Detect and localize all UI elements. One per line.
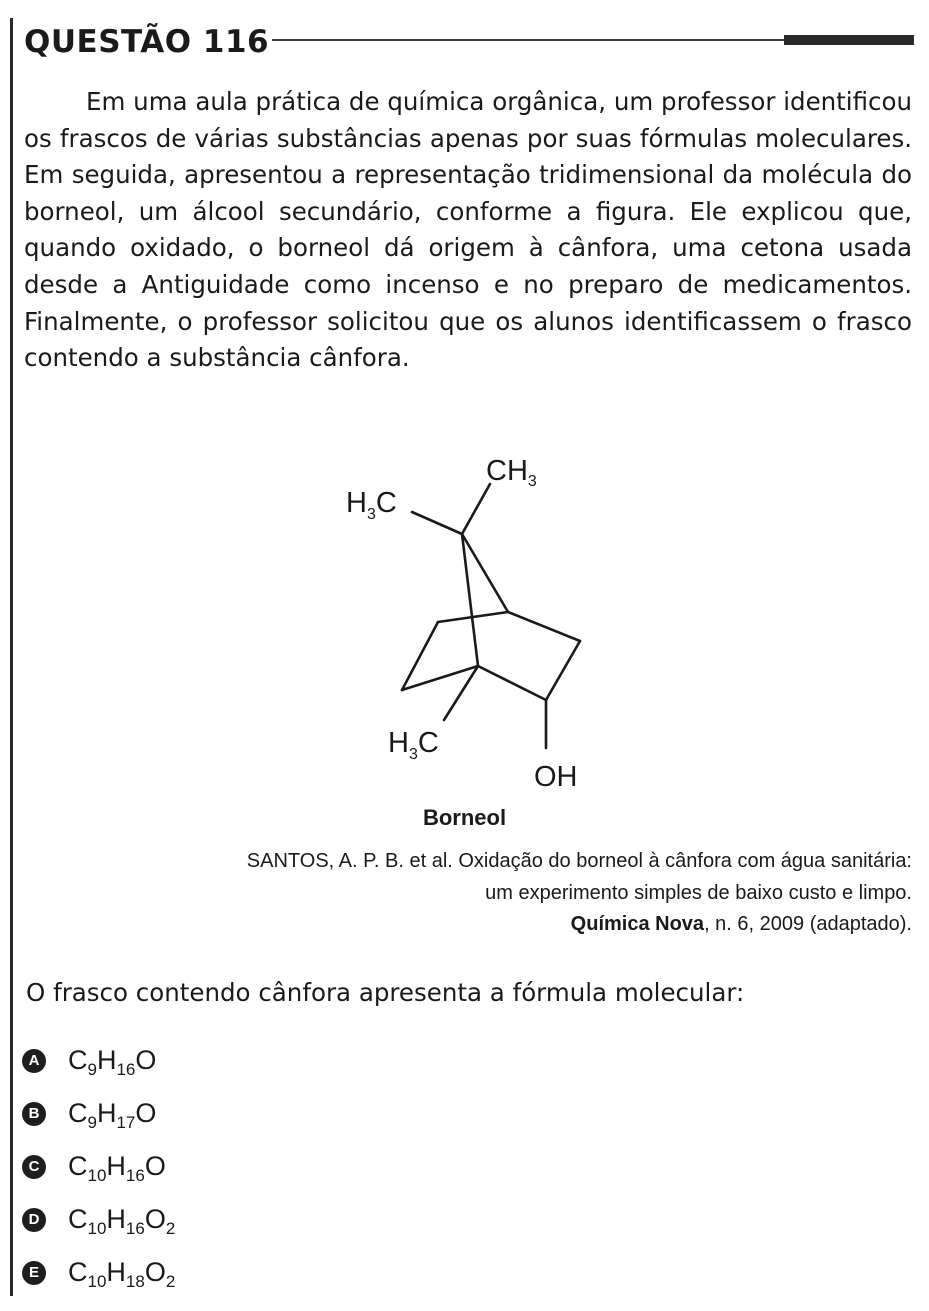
question-statement bbox=[24, 84, 912, 377]
figure-caption: Borneol bbox=[422, 805, 507, 830]
answer-options bbox=[22, 1034, 322, 1299]
bond-c7-ch3-right bbox=[462, 484, 490, 534]
option-letter-badge: E bbox=[22, 1261, 46, 1285]
option-formula: $C_{10}H_{16}O_2$ bbox=[68, 1204, 176, 1238]
label-h3c-bottom: $H_3C$ bbox=[388, 727, 439, 763]
option-formula: $C_{10}H_{16}O$ bbox=[68, 1151, 166, 1185]
bond-c7-c1 bbox=[462, 534, 478, 666]
statement-text: Em uma aula prática de química orgânica, um professor identificou os frascos de várias substâncias apenas por suas fórmulas moleculares. Em seguida, apresentou a representação tridimensional da molécula do borneol, um álcool secundário, conforme a figura. Ele explicou que, quando oxidado, o borneol dá origem à cânfora, uma cetona usada desde a Antiguidade como incenso e no preparo de medicamentos. Finalmente, o professor solicitou que os alunos identificassem o frasco contendo a substância cânfora. bbox=[24, 87, 912, 373]
option-formula: $C_9H_{17}O$ bbox=[68, 1098, 157, 1132]
citation-journal: Química Nova bbox=[570, 913, 705, 935]
citation-line-3 bbox=[40, 909, 912, 941]
bond-c2-c1 bbox=[478, 666, 546, 700]
question-prompt: O frasco contendo cânfora apresenta a fórmula molecular: bbox=[26, 978, 745, 1007]
option-letter-badge: A bbox=[22, 1049, 46, 1073]
citation-line-2: um experimento simples de baixo custo e limpo. bbox=[485, 881, 912, 904]
question-header bbox=[24, 22, 914, 66]
bond-c4-c3 bbox=[508, 612, 580, 641]
option-e[interactable] bbox=[22, 1246, 322, 1299]
option-letter-badge: B bbox=[22, 1102, 46, 1126]
source-citation bbox=[40, 846, 912, 941]
label-h3c-top: $H_3C$ bbox=[346, 487, 397, 523]
option-b[interactable] bbox=[22, 1087, 322, 1140]
option-a[interactable] bbox=[22, 1034, 322, 1087]
option-d[interactable] bbox=[22, 1193, 322, 1246]
option-letter-badge: C bbox=[22, 1155, 46, 1179]
label-oh: OH bbox=[534, 761, 578, 793]
option-formula: $C_9H_{16}O$ bbox=[68, 1045, 157, 1079]
citation-rest: , n. 6, 2009 (adaptado). bbox=[704, 913, 912, 935]
borneol-structure-diagram bbox=[320, 440, 620, 800]
citation-line-1: SANTOS, A. P. B. et al. Oxidação do borneol à cânfora com água sanitária: bbox=[246, 850, 912, 872]
bond-c7-ch3-left bbox=[412, 512, 462, 534]
option-letter-badge: D bbox=[22, 1208, 46, 1232]
option-c[interactable] bbox=[22, 1140, 322, 1193]
header-divider-bar bbox=[784, 35, 914, 45]
left-border-rule bbox=[10, 18, 13, 1296]
option-formula: $C_{10}H_{18}O_2$ bbox=[68, 1257, 176, 1291]
bond-c3-c2 bbox=[546, 641, 580, 700]
label-ch3-top: $CH_3$ bbox=[486, 455, 537, 490]
question-number: QUESTÃO 116 bbox=[24, 24, 270, 60]
